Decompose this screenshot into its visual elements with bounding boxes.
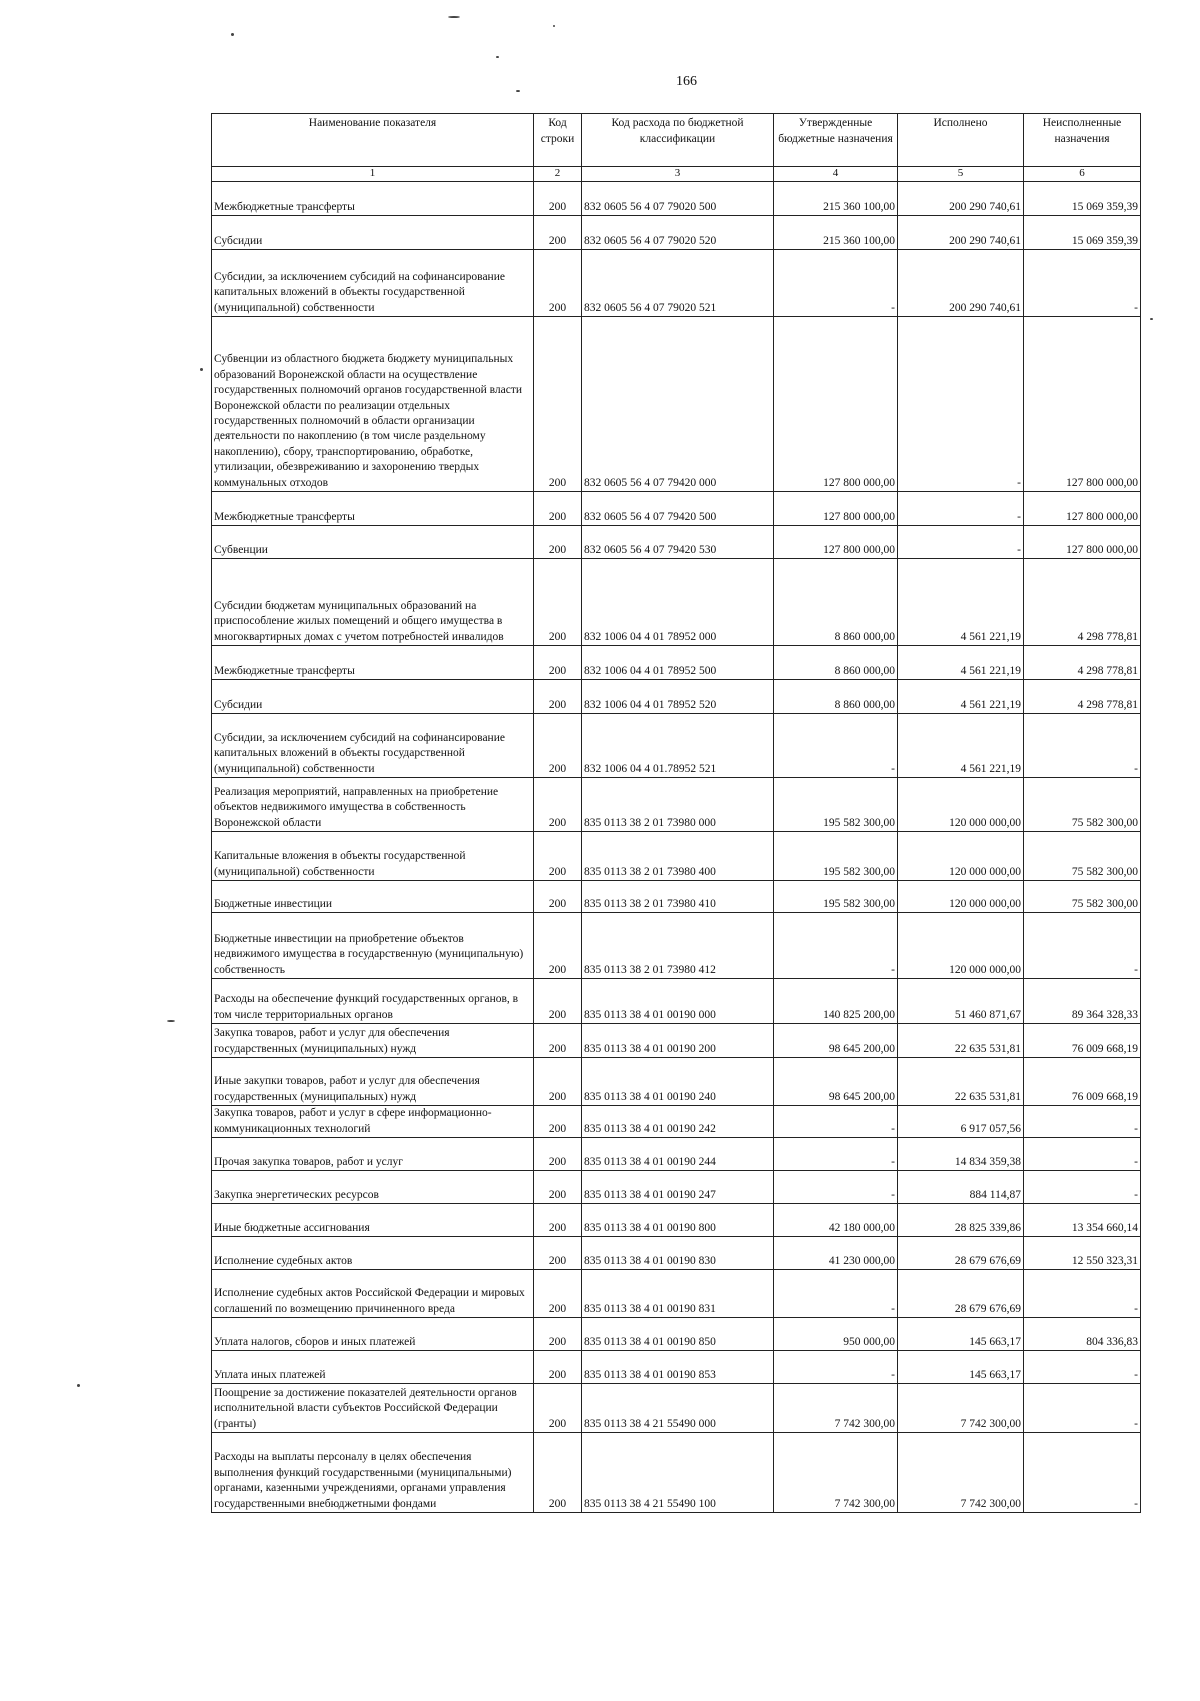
table-row — [212, 1318, 1141, 1351]
row-unexecuted: 76 009 668,19 — [1024, 1058, 1141, 1106]
row-executed: 4 561 221,19 — [898, 559, 1024, 646]
row-unexecuted: 4 298 778,81 — [1024, 559, 1141, 646]
row-approved: 127 800 000,00 — [774, 526, 898, 559]
row-name: Закупка товаров, работ и услуг в сфере информационно-коммуникационных технологий — [212, 1106, 534, 1138]
row-executed: 4 561 221,19 — [898, 680, 1024, 714]
row-name: Иные закупки товаров, работ и услуг для обеспечения государственных (муниципальных) нужд — [212, 1058, 534, 1106]
column-number: 3 — [582, 167, 774, 182]
row-executed: - — [898, 526, 1024, 559]
row-approved: 42 180 000,00 — [774, 1204, 898, 1237]
row-approved: 195 582 300,00 — [774, 832, 898, 881]
row-line-code: 200 — [534, 1384, 582, 1433]
scan-speck — [516, 90, 520, 92]
table-row — [212, 913, 1141, 979]
row-executed: 200 290 740,61 — [898, 216, 1024, 250]
row-name: Межбюджетные трансферты — [212, 492, 534, 526]
table-row — [212, 680, 1141, 714]
row-name: Межбюджетные трансферты — [212, 182, 534, 216]
row-unexecuted: - — [1024, 1270, 1141, 1318]
page-number: 166 — [676, 74, 697, 89]
row-budget-code: 835 0113 38 4 01 00190 240 — [582, 1058, 774, 1106]
row-name: Межбюджетные трансферты — [212, 646, 534, 680]
row-executed: 120 000 000,00 — [898, 778, 1024, 832]
scan-speck — [77, 1384, 80, 1387]
scan-speck — [200, 368, 203, 371]
row-unexecuted: 804 336,83 — [1024, 1318, 1141, 1351]
table-row — [212, 1171, 1141, 1204]
row-approved: 195 582 300,00 — [774, 881, 898, 913]
table-row — [212, 714, 1141, 778]
row-name: Субсидии, за исключением субсидий на софинансирование капитальных вложений в объекты государственной (муниципальной) собственности — [212, 714, 534, 778]
table-row — [212, 559, 1141, 646]
row-budget-code: 835 0113 38 4 01 00190 831 — [582, 1270, 774, 1318]
scan-speck — [231, 33, 234, 36]
row-budget-code: 835 0113 38 2 01 73980 000 — [582, 778, 774, 832]
table-row — [212, 250, 1141, 317]
row-name: Субсидии бюджетам муниципальных образований на приспособление жилых помещений и общего имущества в многоквартирных домах с учетом потребностей инвалидов — [212, 559, 534, 646]
row-executed: 884 114,87 — [898, 1171, 1024, 1204]
row-budget-code: 832 0605 56 4 07 79020 521 — [582, 250, 774, 317]
header-indicator-name: Наименование показателя — [212, 114, 534, 167]
row-line-code: 200 — [534, 1270, 582, 1318]
row-line-code: 200 — [534, 317, 582, 492]
budget-execution-table — [211, 113, 1141, 1513]
table-row — [212, 1024, 1141, 1058]
row-approved: - — [774, 913, 898, 979]
header-unexecuted: Неисполненные назначения — [1024, 114, 1141, 167]
row-line-code: 200 — [534, 1138, 582, 1171]
row-line-code: 200 — [534, 216, 582, 250]
row-budget-code: 835 0113 38 4 01 00190 800 — [582, 1204, 774, 1237]
row-line-code: 200 — [534, 1171, 582, 1204]
row-unexecuted: - — [1024, 1433, 1141, 1513]
row-unexecuted: - — [1024, 1171, 1141, 1204]
scan-speck — [496, 56, 499, 58]
row-budget-code: 835 0113 38 2 01 73980 412 — [582, 913, 774, 979]
row-line-code: 200 — [534, 1024, 582, 1058]
row-unexecuted: 127 800 000,00 — [1024, 492, 1141, 526]
row-name: Уплата иных платежей — [212, 1351, 534, 1384]
row-unexecuted: 4 298 778,81 — [1024, 680, 1141, 714]
row-line-code: 200 — [534, 881, 582, 913]
row-approved: 195 582 300,00 — [774, 778, 898, 832]
table-row — [212, 832, 1141, 881]
row-executed: 28 679 676,69 — [898, 1237, 1024, 1270]
row-approved: - — [774, 1351, 898, 1384]
scan-speck — [167, 1020, 175, 1022]
column-number: 5 — [898, 167, 1024, 182]
row-budget-code: 835 0113 38 4 01 00190 850 — [582, 1318, 774, 1351]
row-budget-code: 835 0113 38 4 01 00190 242 — [582, 1106, 774, 1138]
row-name: Уплата налогов, сборов и иных платежей — [212, 1318, 534, 1351]
row-unexecuted: 75 582 300,00 — [1024, 832, 1141, 881]
row-line-code: 200 — [534, 1351, 582, 1384]
row-unexecuted: - — [1024, 913, 1141, 979]
row-line-code: 200 — [534, 1237, 582, 1270]
table-row — [212, 778, 1141, 832]
row-executed: 22 635 531,81 — [898, 1058, 1024, 1106]
row-unexecuted: 13 354 660,14 — [1024, 1204, 1141, 1237]
row-approved: - — [774, 1138, 898, 1171]
row-approved: 127 800 000,00 — [774, 317, 898, 492]
row-executed: 200 290 740,61 — [898, 182, 1024, 216]
row-line-code: 200 — [534, 979, 582, 1024]
row-name: Исполнение судебных актов Российской Федерации и мировых соглашений по возмещению причиненного вреда — [212, 1270, 534, 1318]
row-executed: 145 663,17 — [898, 1351, 1024, 1384]
row-approved: - — [774, 1106, 898, 1138]
row-name: Прочая закупка товаров, работ и услуг — [212, 1138, 534, 1171]
row-budget-code: 835 0113 38 2 01 73980 400 — [582, 832, 774, 881]
row-budget-code: 835 0113 38 4 21 55490 100 — [582, 1433, 774, 1513]
row-budget-code: 832 1006 04 4 01 78952 520 — [582, 680, 774, 714]
row-approved: 215 360 100,00 — [774, 182, 898, 216]
row-executed: 28 825 339,86 — [898, 1204, 1024, 1237]
header-approved: Утвержденные бюджетные назначения — [774, 114, 898, 167]
row-approved: - — [774, 250, 898, 317]
row-line-code: 200 — [534, 1204, 582, 1237]
row-approved: 140 825 200,00 — [774, 979, 898, 1024]
table-row — [212, 881, 1141, 913]
row-budget-code: 835 0113 38 4 01 00190 830 — [582, 1237, 774, 1270]
row-approved: 98 645 200,00 — [774, 1024, 898, 1058]
row-unexecuted: 127 800 000,00 — [1024, 526, 1141, 559]
row-line-code: 200 — [534, 492, 582, 526]
row-line-code: 200 — [534, 913, 582, 979]
table-row — [212, 1237, 1141, 1270]
row-unexecuted: - — [1024, 1384, 1141, 1433]
row-name: Исполнение судебных актов — [212, 1237, 534, 1270]
row-budget-code: 835 0113 38 4 21 55490 000 — [582, 1384, 774, 1433]
row-name: Закупка энергетических ресурсов — [212, 1171, 534, 1204]
row-unexecuted: - — [1024, 1138, 1141, 1171]
table-row — [212, 1384, 1141, 1433]
header-executed: Исполнено — [898, 114, 1024, 167]
column-number: 6 — [1024, 167, 1141, 182]
column-number: 4 — [774, 167, 898, 182]
table-row — [212, 979, 1141, 1024]
row-line-code: 200 — [534, 526, 582, 559]
row-name: Бюджетные инвестиции — [212, 881, 534, 913]
row-unexecuted: - — [1024, 714, 1141, 778]
row-unexecuted: 75 582 300,00 — [1024, 881, 1141, 913]
table-row — [212, 1204, 1141, 1237]
row-unexecuted: 75 582 300,00 — [1024, 778, 1141, 832]
row-budget-code: 832 0605 56 4 07 79020 500 — [582, 182, 774, 216]
table-row — [212, 182, 1141, 216]
row-executed: 6 917 057,56 — [898, 1106, 1024, 1138]
table-row — [212, 646, 1141, 680]
row-line-code: 200 — [534, 1058, 582, 1106]
row-name: Закупка товаров, работ и услуг для обеспечения государственных (муниципальных) нужд — [212, 1024, 534, 1058]
row-line-code: 200 — [534, 182, 582, 216]
row-budget-code: 832 0605 56 4 07 79420 530 — [582, 526, 774, 559]
row-name: Субвенции из областного бюджета бюджету муниципальных образований Воронежской области на осуществление государственных полномочий органов государственной власти Воронежской области по реализации отдельных государственных полномочий в области организации деятельности по накоплению (в том числе раздельному накоплению), сбору, транспортированию, обработке, утилизации, обезвреживанию и захоронению твердых коммунальных отходов — [212, 317, 534, 492]
row-executed: 28 679 676,69 — [898, 1270, 1024, 1318]
row-approved: 7 742 300,00 — [774, 1433, 898, 1513]
row-name: Реализация мероприятий, направленных на приобретение объектов недвижимого имущества в собственность Воронежской области — [212, 778, 534, 832]
row-budget-code: 835 0113 38 4 01 00190 244 — [582, 1138, 774, 1171]
table-row — [212, 1138, 1141, 1171]
row-approved: - — [774, 1270, 898, 1318]
row-budget-code: 832 0605 56 4 07 79420 000 — [582, 317, 774, 492]
row-line-code: 200 — [534, 250, 582, 317]
row-name: Бюджетные инвестиции на приобретение объектов недвижимого имущества в государственную (муниципальную) собственность — [212, 913, 534, 979]
row-executed: 145 663,17 — [898, 1318, 1024, 1351]
row-approved: 215 360 100,00 — [774, 216, 898, 250]
row-unexecuted: - — [1024, 1106, 1141, 1138]
row-executed: 120 000 000,00 — [898, 832, 1024, 881]
column-number: 1 — [212, 167, 534, 182]
row-executed: 200 290 740,61 — [898, 250, 1024, 317]
row-unexecuted: - — [1024, 1351, 1141, 1384]
row-approved: 41 230 000,00 — [774, 1237, 898, 1270]
row-budget-code: 835 0113 38 4 01 00190 000 — [582, 979, 774, 1024]
header-budget-code: Код расхода по бюджетной классификации — [582, 114, 774, 167]
row-executed: 51 460 871,67 — [898, 979, 1024, 1024]
row-unexecuted: 15 069 359,39 — [1024, 216, 1141, 250]
header-line-code: Код строки — [534, 114, 582, 167]
table-row — [212, 1433, 1141, 1513]
row-executed: - — [898, 317, 1024, 492]
row-line-code: 200 — [534, 714, 582, 778]
row-name: Иные бюджетные ассигнования — [212, 1204, 534, 1237]
row-executed: 7 742 300,00 — [898, 1433, 1024, 1513]
table-row — [212, 317, 1141, 492]
row-line-code: 200 — [534, 1318, 582, 1351]
row-approved: 8 860 000,00 — [774, 559, 898, 646]
row-executed: 7 742 300,00 — [898, 1384, 1024, 1433]
table-row — [212, 1106, 1141, 1138]
row-budget-code: 832 0605 56 4 07 79020 520 — [582, 216, 774, 250]
row-name: Субсидии, за исключением субсидий на софинансирование капитальных вложений в объекты государственной (муниципальной) собственности — [212, 250, 534, 317]
row-name: Субсидии — [212, 680, 534, 714]
row-unexecuted: 15 069 359,39 — [1024, 182, 1141, 216]
row-unexecuted: 4 298 778,81 — [1024, 646, 1141, 680]
row-budget-code: 832 0605 56 4 07 79420 500 — [582, 492, 774, 526]
row-budget-code: 832 1006 04 4 01 78952 000 — [582, 559, 774, 646]
row-line-code: 200 — [534, 680, 582, 714]
row-approved: - — [774, 714, 898, 778]
row-executed: 22 635 531,81 — [898, 1024, 1024, 1058]
row-executed: 120 000 000,00 — [898, 881, 1024, 913]
row-name: Поощрение за достижение показателей деятельности органов исполнительной власти субъектов Российской Федерации (гранты) — [212, 1384, 534, 1433]
table-row — [212, 1351, 1141, 1384]
row-budget-code: 832 1006 04 4 01 78952 500 — [582, 646, 774, 680]
row-line-code: 200 — [534, 646, 582, 680]
row-budget-code: 835 0113 38 4 01 00190 247 — [582, 1171, 774, 1204]
table-row — [212, 1270, 1141, 1318]
row-line-code: 200 — [534, 1106, 582, 1138]
table-row — [212, 216, 1141, 250]
row-executed: - — [898, 492, 1024, 526]
table-row — [212, 492, 1141, 526]
row-approved: - — [774, 1171, 898, 1204]
table-row — [212, 1058, 1141, 1106]
row-budget-code: 832 1006 04 4 01.78952 521 — [582, 714, 774, 778]
row-name: Субвенции — [212, 526, 534, 559]
row-executed: 4 561 221,19 — [898, 714, 1024, 778]
column-number: 2 — [534, 167, 582, 182]
row-line-code: 200 — [534, 1433, 582, 1513]
scan-speck — [1150, 318, 1153, 320]
row-name: Капитальные вложения в объекты государственной (муниципальной) собственности — [212, 832, 534, 881]
row-approved: 98 645 200,00 — [774, 1058, 898, 1106]
row-name: Субсидии — [212, 216, 534, 250]
row-name: Расходы на обеспечение функций государственных органов, в том числе территориальных органов — [212, 979, 534, 1024]
row-executed: 14 834 359,38 — [898, 1138, 1024, 1171]
row-unexecuted: 76 009 668,19 — [1024, 1024, 1141, 1058]
scan-speck — [553, 25, 555, 27]
row-budget-code: 835 0113 38 2 01 73980 410 — [582, 881, 774, 913]
row-line-code: 200 — [534, 778, 582, 832]
row-approved: 8 860 000,00 — [774, 680, 898, 714]
row-unexecuted: 89 364 328,33 — [1024, 979, 1141, 1024]
table-body — [212, 182, 1141, 1513]
row-approved: 8 860 000,00 — [774, 646, 898, 680]
row-approved: 950 000,00 — [774, 1318, 898, 1351]
row-budget-code: 835 0113 38 4 01 00190 853 — [582, 1351, 774, 1384]
row-unexecuted: 127 800 000,00 — [1024, 317, 1141, 492]
scan-speck — [448, 16, 460, 18]
row-approved: 127 800 000,00 — [774, 492, 898, 526]
row-line-code: 200 — [534, 832, 582, 881]
row-unexecuted: 12 550 323,31 — [1024, 1237, 1141, 1270]
row-name: Расходы на выплаты персоналу в целях обеспечения выполнения функций государственными (муниципальными) органами, казенными учреждениями, органами управления государственными внебюджетными фондами — [212, 1433, 534, 1513]
row-budget-code: 835 0113 38 4 01 00190 200 — [582, 1024, 774, 1058]
row-line-code: 200 — [534, 559, 582, 646]
row-approved: 7 742 300,00 — [774, 1384, 898, 1433]
row-unexecuted: - — [1024, 250, 1141, 317]
row-executed: 120 000 000,00 — [898, 913, 1024, 979]
table-row — [212, 526, 1141, 559]
row-executed: 4 561 221,19 — [898, 646, 1024, 680]
